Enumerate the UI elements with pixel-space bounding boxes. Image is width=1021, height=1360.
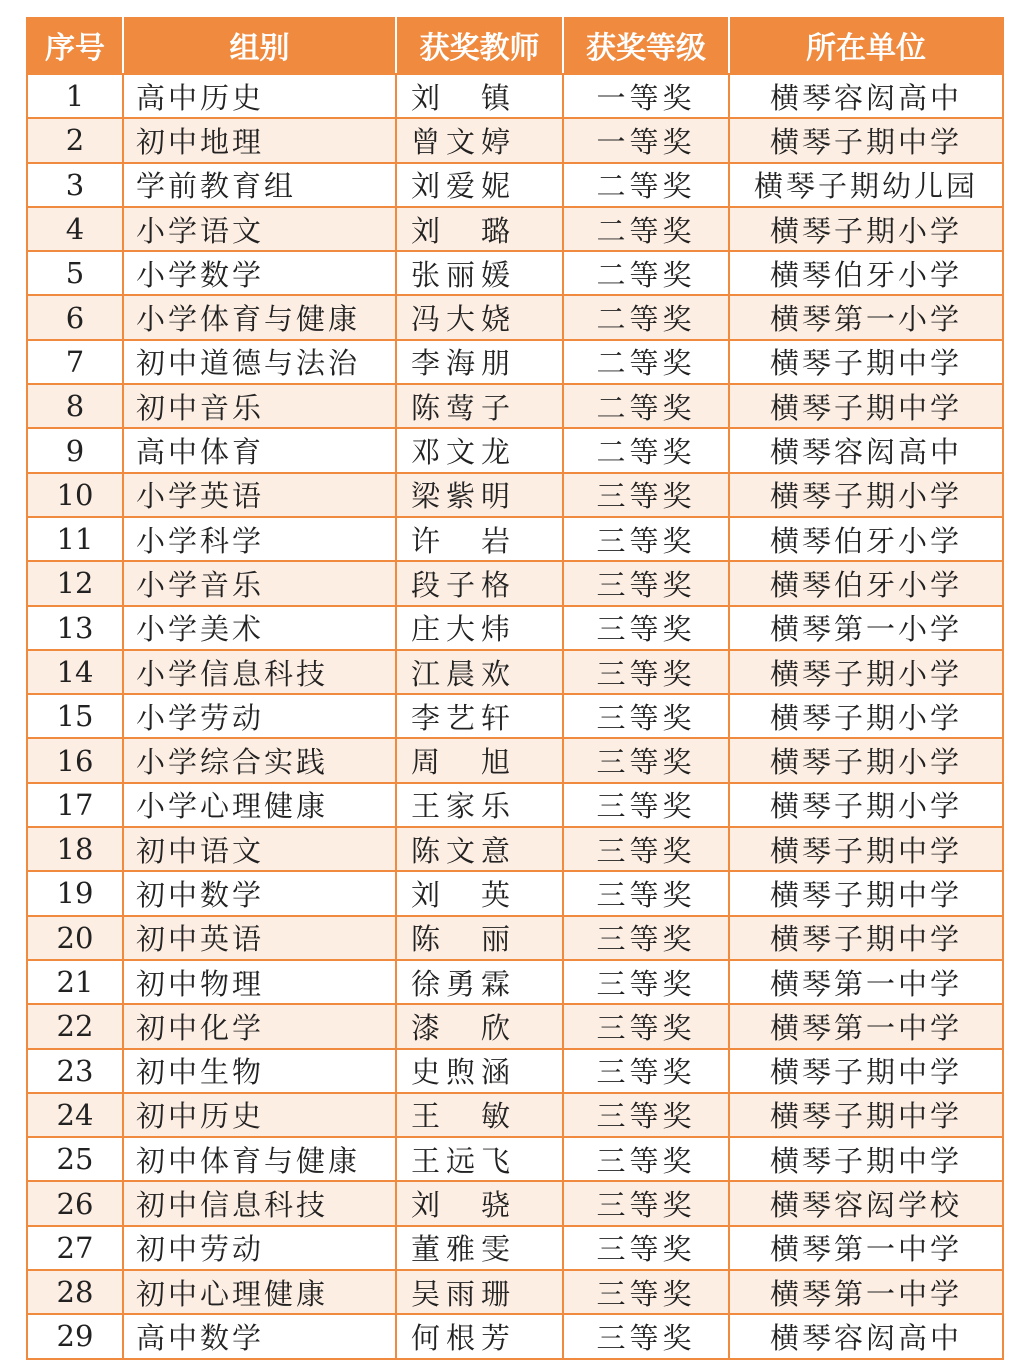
cell-teacher: 梁紫明	[396, 473, 563, 517]
cell-group: 小学音乐	[123, 561, 396, 605]
table-row	[27, 1049, 1003, 1093]
cell-unit: 横琴第一小学	[729, 295, 1003, 339]
cell-level: 三等奖	[563, 1314, 729, 1358]
cell-teacher: 史煦涵	[396, 1049, 563, 1093]
cell-unit: 横琴子期小学	[729, 207, 1003, 251]
cell-teacher: 庄大炜	[396, 606, 563, 650]
cell-group: 初中劳动	[123, 1226, 396, 1270]
cell-unit: 横琴伯牙小学	[729, 517, 1003, 561]
cell-group: 初中信息科技	[123, 1181, 396, 1225]
cell-unit: 横琴容闳学校	[729, 1181, 1003, 1225]
cell-teacher: 吴雨珊	[396, 1270, 563, 1314]
cell-teacher: 李艺轩	[396, 694, 563, 738]
cell-group: 小学信息科技	[123, 650, 396, 694]
cell-number: 15	[27, 694, 123, 738]
cell-level: 二等奖	[563, 207, 729, 251]
cell-unit: 横琴容闳高中	[729, 428, 1003, 472]
table-row	[27, 738, 1003, 782]
table-row	[27, 74, 1003, 118]
table-header	[27, 17, 1003, 74]
cell-unit: 横琴伯牙小学	[729, 561, 1003, 605]
cell-level: 三等奖	[563, 916, 729, 960]
table-row	[27, 1226, 1003, 1270]
table-row	[27, 1314, 1003, 1358]
cell-number: 16	[27, 738, 123, 782]
cell-group: 初中心理健康	[123, 1270, 396, 1314]
table-row	[27, 473, 1003, 517]
cell-number: 14	[27, 650, 123, 694]
cell-number: 13	[27, 606, 123, 650]
cell-unit: 横琴子期小学	[729, 783, 1003, 827]
cell-number: 9	[27, 428, 123, 472]
cell-number: 20	[27, 916, 123, 960]
cell-number: 28	[27, 1270, 123, 1314]
cell-teacher: 董雅雯	[396, 1226, 563, 1270]
cell-number: 2	[27, 118, 123, 162]
cell-level: 一等奖	[563, 74, 729, 118]
cell-teacher: 李海朋	[396, 340, 563, 384]
cell-level: 二等奖	[563, 295, 729, 339]
cell-level: 三等奖	[563, 1181, 729, 1225]
cell-teacher: 周 旭	[396, 738, 563, 782]
table-row	[27, 871, 1003, 915]
cell-level: 三等奖	[563, 960, 729, 1004]
table-row	[27, 1004, 1003, 1048]
cell-teacher: 刘 璐	[396, 207, 563, 251]
cell-unit: 横琴子期中学	[729, 340, 1003, 384]
cell-level: 一等奖	[563, 118, 729, 162]
table-row	[27, 251, 1003, 295]
cell-unit: 横琴子期中学	[729, 916, 1003, 960]
table-row	[27, 916, 1003, 960]
cell-unit: 横琴子期小学	[729, 650, 1003, 694]
cell-level: 三等奖	[563, 694, 729, 738]
cell-group: 初中音乐	[123, 384, 396, 428]
cell-level: 二等奖	[563, 384, 729, 428]
cell-number: 6	[27, 295, 123, 339]
cell-level: 三等奖	[563, 1226, 729, 1270]
cell-group: 学前教育组	[123, 163, 396, 207]
header-teacher: 获奖教师	[396, 17, 563, 74]
cell-group: 小学美术	[123, 606, 396, 650]
cell-level: 二等奖	[563, 163, 729, 207]
cell-group: 初中道德与法治	[123, 340, 396, 384]
table-row	[27, 1181, 1003, 1225]
cell-unit: 横琴子期中学	[729, 384, 1003, 428]
cell-unit: 横琴子期小学	[729, 694, 1003, 738]
cell-unit: 横琴容闳高中	[729, 74, 1003, 118]
table-row	[27, 1093, 1003, 1137]
cell-level: 三等奖	[563, 1137, 729, 1181]
table-row	[27, 340, 1003, 384]
header-unit: 所在单位	[729, 17, 1003, 74]
cell-unit: 横琴子期中学	[729, 827, 1003, 871]
cell-number: 17	[27, 783, 123, 827]
table-row	[27, 1137, 1003, 1181]
cell-group: 小学体育与健康	[123, 295, 396, 339]
table-row	[27, 118, 1003, 162]
cell-teacher: 陈 丽	[396, 916, 563, 960]
cell-level: 三等奖	[563, 827, 729, 871]
cell-group: 高中历史	[123, 74, 396, 118]
table-row	[27, 606, 1003, 650]
cell-level: 三等奖	[563, 1004, 729, 1048]
header-number: 序号	[27, 17, 123, 74]
cell-level: 二等奖	[563, 340, 729, 384]
cell-number: 5	[27, 251, 123, 295]
cell-group: 小学科学	[123, 517, 396, 561]
cell-teacher: 何根芳	[396, 1314, 563, 1358]
cell-group: 小学心理健康	[123, 783, 396, 827]
cell-teacher: 冯大娆	[396, 295, 563, 339]
cell-group: 初中历史	[123, 1093, 396, 1137]
cell-group: 初中地理	[123, 118, 396, 162]
cell-level: 三等奖	[563, 517, 729, 561]
cell-unit: 横琴容闳高中	[729, 1314, 1003, 1358]
table-row	[27, 428, 1003, 472]
cell-group: 初中英语	[123, 916, 396, 960]
cell-teacher: 刘 骁	[396, 1181, 563, 1225]
cell-group: 高中数学	[123, 1314, 396, 1358]
table-row	[27, 384, 1003, 428]
table-row	[27, 650, 1003, 694]
cell-group: 小学数学	[123, 251, 396, 295]
table-row	[27, 783, 1003, 827]
cell-number: 24	[27, 1093, 123, 1137]
cell-level: 三等奖	[563, 561, 729, 605]
award-table-container	[26, 17, 1002, 1360]
cell-unit: 横琴第一中学	[729, 960, 1003, 1004]
header-group: 组别	[123, 17, 396, 74]
table-row	[27, 960, 1003, 1004]
cell-teacher: 王 敏	[396, 1093, 563, 1137]
cell-group: 小学语文	[123, 207, 396, 251]
cell-number: 25	[27, 1137, 123, 1181]
cell-number: 7	[27, 340, 123, 384]
cell-level: 三等奖	[563, 783, 729, 827]
cell-group: 初中生物	[123, 1049, 396, 1093]
award-table	[26, 17, 1004, 1360]
cell-level: 三等奖	[563, 1049, 729, 1093]
cell-level: 三等奖	[563, 871, 729, 915]
cell-level: 三等奖	[563, 606, 729, 650]
cell-teacher: 刘爱妮	[396, 163, 563, 207]
cell-level: 二等奖	[563, 251, 729, 295]
cell-teacher: 徐勇霖	[396, 960, 563, 1004]
cell-number: 23	[27, 1049, 123, 1093]
cell-group: 高中体育	[123, 428, 396, 472]
cell-level: 三等奖	[563, 1270, 729, 1314]
table-row	[27, 517, 1003, 561]
cell-number: 4	[27, 207, 123, 251]
cell-number: 10	[27, 473, 123, 517]
cell-number: 22	[27, 1004, 123, 1048]
table-row	[27, 163, 1003, 207]
cell-unit: 横琴第一小学	[729, 606, 1003, 650]
cell-number: 11	[27, 517, 123, 561]
header-level: 获奖等级	[563, 17, 729, 74]
cell-group: 初中化学	[123, 1004, 396, 1048]
cell-unit: 横琴子期中学	[729, 871, 1003, 915]
cell-number: 12	[27, 561, 123, 605]
cell-number: 27	[27, 1226, 123, 1270]
cell-teacher: 段子格	[396, 561, 563, 605]
cell-unit: 横琴子期中学	[729, 1049, 1003, 1093]
cell-teacher: 张丽媛	[396, 251, 563, 295]
cell-group: 初中数学	[123, 871, 396, 915]
cell-number: 8	[27, 384, 123, 428]
cell-unit: 横琴子期中学	[729, 1093, 1003, 1137]
cell-teacher: 陈莺子	[396, 384, 563, 428]
table-row	[27, 1270, 1003, 1314]
cell-teacher: 刘 英	[396, 871, 563, 915]
cell-level: 三等奖	[563, 650, 729, 694]
table-row	[27, 561, 1003, 605]
cell-unit: 横琴伯牙小学	[729, 251, 1003, 295]
cell-unit: 横琴子期幼儿园	[729, 163, 1003, 207]
cell-level: 三等奖	[563, 473, 729, 517]
header-row	[27, 17, 1003, 74]
cell-teacher: 陈文意	[396, 827, 563, 871]
cell-group: 小学英语	[123, 473, 396, 517]
cell-group: 小学综合实践	[123, 738, 396, 782]
cell-group: 初中语文	[123, 827, 396, 871]
cell-level: 三等奖	[563, 738, 729, 782]
cell-number: 3	[27, 163, 123, 207]
cell-unit: 横琴子期小学	[729, 473, 1003, 517]
cell-teacher: 刘 镇	[396, 74, 563, 118]
cell-number: 19	[27, 871, 123, 915]
cell-teacher: 漆 欣	[396, 1004, 563, 1048]
cell-teacher: 许 岩	[396, 517, 563, 561]
table-row	[27, 827, 1003, 871]
cell-unit: 横琴子期中学	[729, 1137, 1003, 1181]
cell-unit: 横琴第一中学	[729, 1004, 1003, 1048]
table-row	[27, 694, 1003, 738]
cell-unit: 横琴第一中学	[729, 1270, 1003, 1314]
cell-number: 1	[27, 74, 123, 118]
cell-number: 26	[27, 1181, 123, 1225]
cell-number: 21	[27, 960, 123, 1004]
cell-unit: 横琴第一中学	[729, 1226, 1003, 1270]
cell-unit: 横琴子期小学	[729, 738, 1003, 782]
cell-level: 二等奖	[563, 428, 729, 472]
cell-group: 初中物理	[123, 960, 396, 1004]
cell-teacher: 曾文婷	[396, 118, 563, 162]
cell-teacher: 王家乐	[396, 783, 563, 827]
table-body	[27, 74, 1003, 1359]
table-row	[27, 295, 1003, 339]
cell-group: 小学劳动	[123, 694, 396, 738]
cell-number: 18	[27, 827, 123, 871]
cell-group: 初中体育与健康	[123, 1137, 396, 1181]
cell-level: 三等奖	[563, 1093, 729, 1137]
cell-number: 29	[27, 1314, 123, 1358]
cell-teacher: 王远飞	[396, 1137, 563, 1181]
table-row	[27, 207, 1003, 251]
cell-teacher: 江晨欢	[396, 650, 563, 694]
cell-unit: 横琴子期中学	[729, 118, 1003, 162]
cell-teacher: 邓文龙	[396, 428, 563, 472]
